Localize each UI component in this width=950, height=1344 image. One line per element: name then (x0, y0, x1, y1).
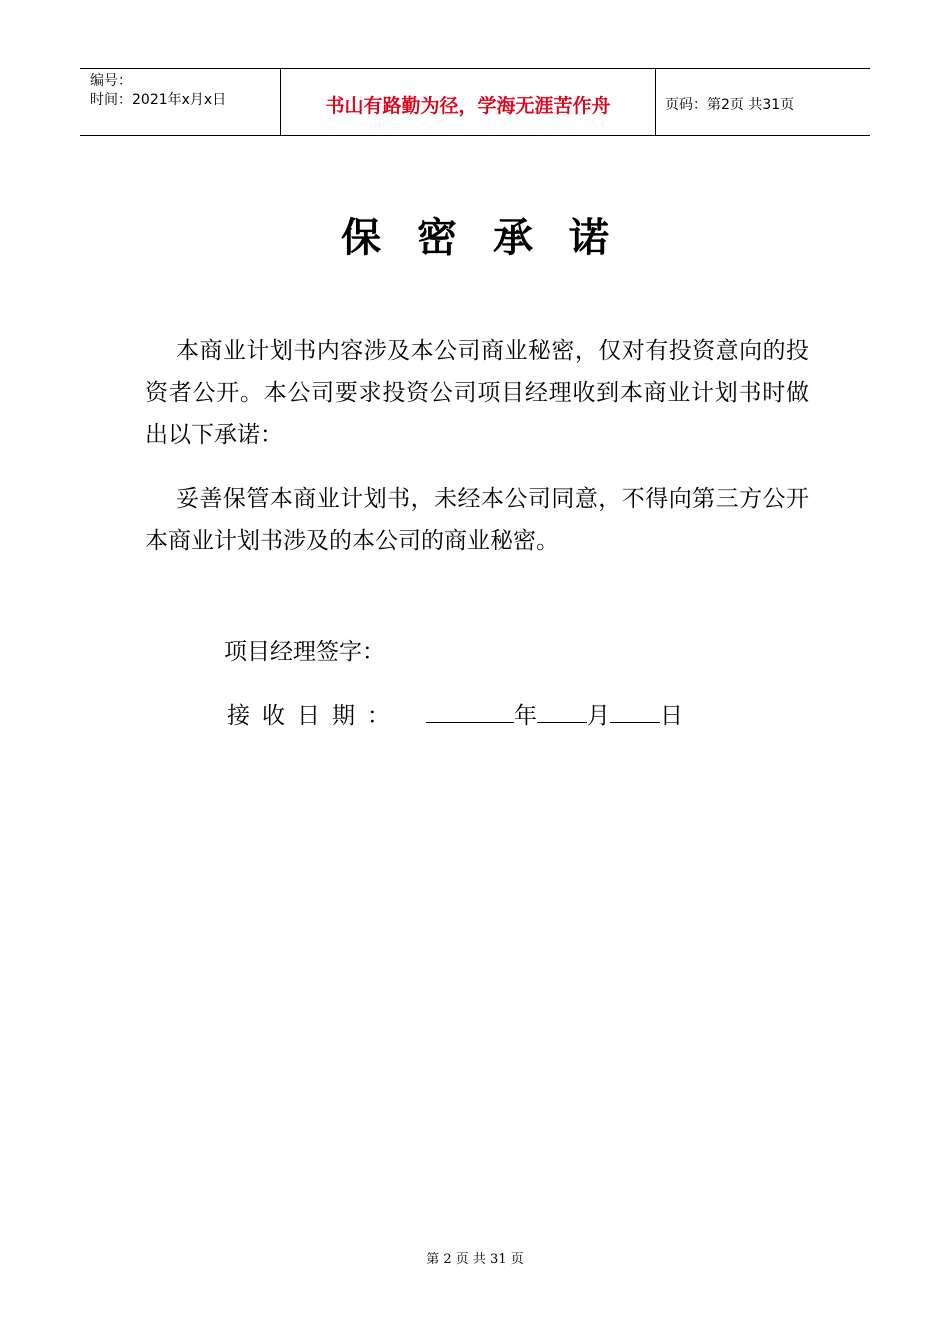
paragraph-commitment: 妥善保管本商业计划书，未经本公司同意，不得向第三方公开本商业计划书涉及的本公司的商业秘密。 (145, 486, 809, 554)
header-page-info: 页码：第2页 共31页 (665, 97, 795, 113)
day-label: 日 (660, 703, 683, 729)
year-label: 年 (514, 703, 537, 729)
receive-date-label: 接收日期： (227, 703, 402, 729)
header-middle-cell (280, 69, 656, 135)
header-motto: 书山有路勤为径，学海无涯苦作舟 (325, 95, 611, 117)
manager-signature-label: 项目经理签字： (224, 639, 385, 665)
header-right-cell (655, 69, 870, 135)
month-blank (537, 698, 587, 723)
header-left-cell (80, 69, 280, 135)
document-time-label: 时间：2021年x月x日 (90, 92, 227, 108)
year-blank (426, 698, 514, 723)
paragraph-intro: 本商业计划书内容涉及本公司商业秘密，仅对有投资意向的投资者公开。本公司要求投资公司项目经理收到本商业计划书时做出以下承诺： (145, 338, 809, 448)
page-title: 保密承诺 (341, 214, 645, 261)
day-blank (610, 698, 660, 723)
receive-date-line (227, 697, 683, 730)
page-footer: 第 2 页 共 31 页 (426, 1252, 524, 1267)
document-number-label: 编号： (90, 73, 132, 89)
page-header (80, 68, 870, 136)
month-label: 月 (587, 703, 610, 729)
